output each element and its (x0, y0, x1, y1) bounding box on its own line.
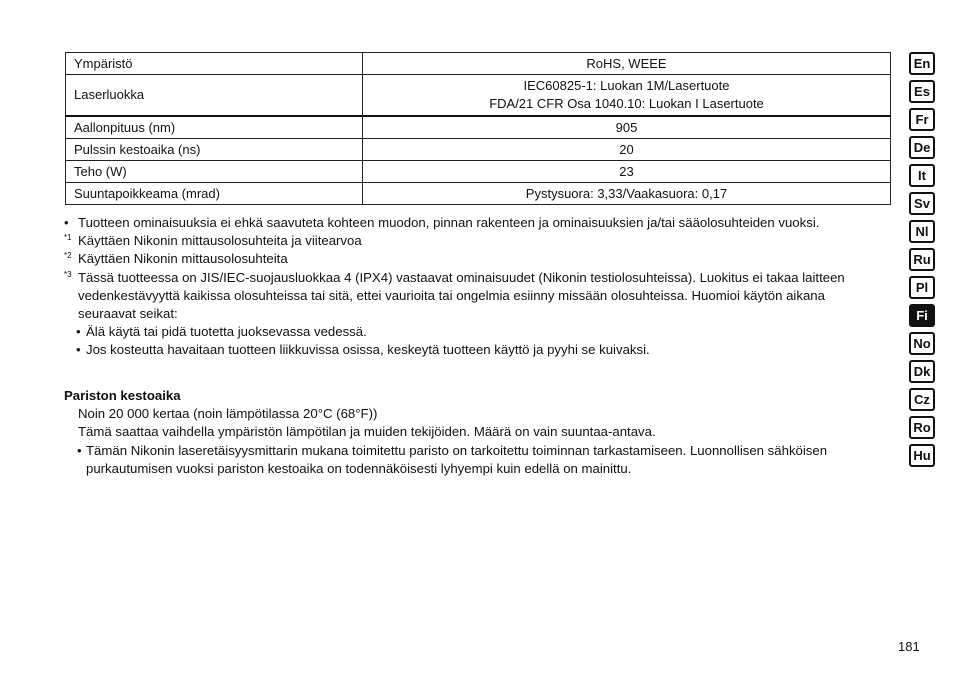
language-tab-nl[interactable]: Nl (909, 220, 935, 243)
footnote-2 (64, 250, 879, 268)
table-row (66, 161, 891, 183)
row-value (363, 161, 891, 183)
value-line: 905 (615, 119, 638, 135)
row-value (363, 183, 891, 205)
row-value (363, 75, 891, 117)
footnotes (64, 214, 879, 360)
row-label: Ympäristö (66, 53, 363, 75)
value-line: RoHS, WEEE (586, 55, 667, 71)
footnote-marker: *1 (64, 233, 72, 243)
table-row (66, 53, 891, 75)
specifications-table (65, 52, 891, 205)
row-label: Laserluokka (66, 75, 363, 117)
footnote-text: Käyttäen Nikonin mittausolosuhteita (78, 251, 288, 267)
language-tab-ru[interactable]: Ru (909, 248, 935, 271)
row-label: Pulssin kestoaika (ns) (66, 139, 363, 161)
battery-life-section (64, 387, 879, 478)
language-tab-dk[interactable]: Dk (909, 360, 935, 383)
footnote-3-subitem (64, 323, 879, 341)
general-note-text: Tuotteen ominaisuuksia ei ehkä saavuteta kohteen muodon, pinnan rakenteen ja ominaisuuksien ja/tai sääolosuhteiden vuoksi. (78, 215, 820, 230)
subitem-text: Jos kosteutta havaitaan tuotteen liikkuvissa osissa, keskeytä tuotteen käyttö ja pyyhi se kuivaksi. (86, 342, 650, 358)
row-value (363, 116, 891, 139)
footnote-1 (64, 232, 879, 250)
subitem-text: Tämän Nikonin laseretäisyysmittarin mukana toimitettu paristo on tarkoitettu toiminnan tarkastamiseen. Luonnollisen sähköisen purkautumisen vuoksi pariston kestoaika on todennäköisesti lyhyempi kuin edellä on mainittu. (86, 442, 828, 476)
language-tab-fr[interactable]: Fr (909, 108, 935, 131)
language-tab-ro[interactable]: Ro (909, 416, 935, 439)
language-tab-de[interactable]: De (909, 136, 935, 159)
value-line: FDA/21 CFR Osa 1040.10: Luokan I Lasertuote (489, 96, 764, 111)
value-line: IEC60825-1: Luokan 1M/Lasertuote (523, 78, 730, 93)
row-label: Teho (W) (66, 161, 363, 183)
bullet-mark: • (64, 215, 69, 230)
battery-line: Tämä saattaa vaihdella ympäristön lämpötilan ja muiden tekijöiden. Määrä on vain suuntaa-antava. (78, 424, 656, 440)
general-note (64, 214, 879, 232)
table-row (66, 183, 891, 205)
table-row (66, 116, 891, 139)
footnote-3-subitem (64, 341, 879, 359)
battery-heading: Pariston kestoaika (64, 388, 181, 403)
footnote-text: Tässä tuotteessa on JIS/IEC-suojausluokkaa 4 (IPX4) vastaavat ominaisuudet (Nikonin testiolosuhteissa). Luokitus ei takaa laitteen vedenkestävyyttä kaikissa olosuhteissa tai sitä, ettei vaurioita tai ongelmia esiinny missään olosuhteissa. Huomioi käytön aikana seuraavat seikat: (78, 269, 845, 322)
language-tab-en[interactable]: En (909, 52, 935, 75)
footnote-3 (64, 269, 879, 324)
footnote-text: Käyttäen Nikonin mittausolosuhteita ja viitearvoa (78, 233, 362, 249)
value-line: 20 (619, 141, 634, 157)
table-row (66, 75, 891, 117)
row-value (363, 53, 891, 75)
language-tab-sv[interactable]: Sv (909, 192, 935, 215)
bullet-mark: • (77, 442, 82, 458)
language-tab-no[interactable]: No (909, 332, 935, 355)
language-tab-hu[interactable]: Hu (909, 444, 935, 467)
language-tab-pl[interactable]: Pl (909, 276, 935, 299)
language-tab-fi[interactable]: Fi (909, 304, 935, 327)
row-value (363, 139, 891, 161)
value-line: 23 (619, 163, 634, 179)
battery-line: Noin 20 000 kertaa (noin lämpötilassa 20°C (68°F)) (78, 406, 378, 422)
table-row (66, 139, 891, 161)
footnote-marker: *3 (64, 269, 72, 279)
language-tab-cz[interactable]: Cz (909, 388, 935, 411)
page-number: 181 (898, 639, 920, 654)
subitem-text: Älä käytä tai pidä tuotetta juoksevassa vedessä. (86, 324, 367, 340)
bullet-mark: • (76, 324, 81, 340)
value-line: Pystysuora: 3,33/Vaakasuora: 0,17 (525, 185, 728, 201)
footnote-marker: *2 (64, 251, 72, 261)
language-tab-it[interactable]: It (909, 164, 935, 187)
battery-subitem (64, 442, 879, 478)
row-label: Suuntapoikkeama (mrad) (66, 183, 363, 205)
bullet-mark: • (76, 342, 81, 358)
language-tabs (909, 52, 935, 472)
language-tab-es[interactable]: Es (909, 80, 935, 103)
row-label: Aallonpituus (nm) (66, 116, 363, 139)
